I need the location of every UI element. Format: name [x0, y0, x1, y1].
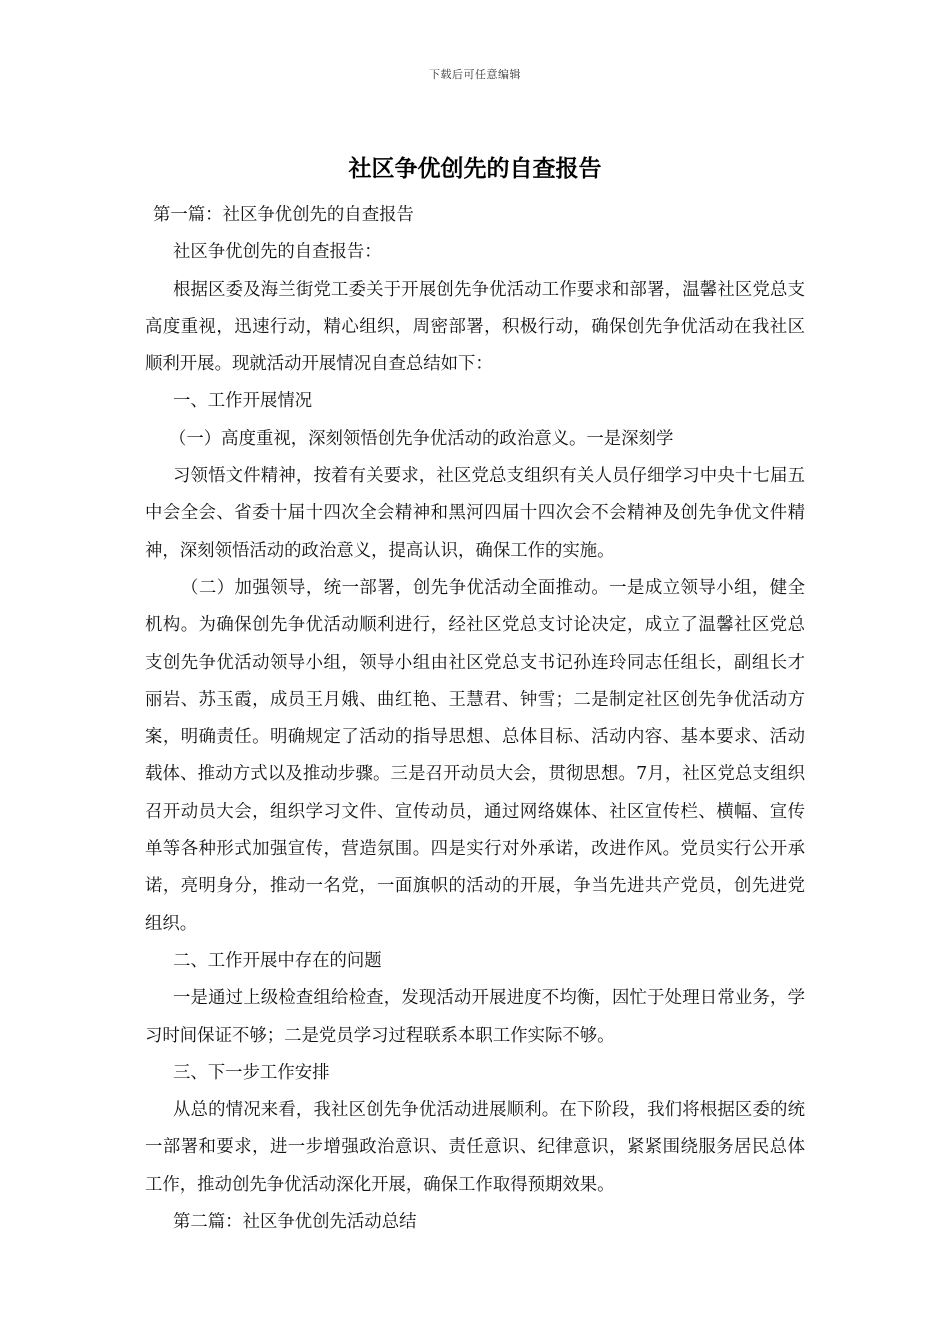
report-salutation: 社区争优创先的自查报告：	[173, 242, 382, 263]
intro-paragraph: 根据区委及海兰街党工委关于开展创先争优活动工作要求和部署，温馨社区党总支高度重视，迅速行动，精心组织，周密部署，积极行动，确保创先争优活动在我社区顺利开展。现就活动开展情况自查总结如下：	[145, 279, 805, 375]
section-heading-part-two: 第二篇：社区争优创先活动总结	[173, 1212, 417, 1233]
document-body	[145, 197, 805, 1241]
section-heading-next-steps: 三、下一步工作安排	[173, 1062, 330, 1083]
leadership-paragraph: （二）加强领导，统一部署，创先争优活动全面推动。一是成立领导小组，健全机构。为确保创先争优活动顺利进行，经社区党总支讨论决定，成立了温馨社区党总支创先争优活动领导小组，领导小组由社区党总支书记孙连玲同志任组长，副组长才丽岩、苏玉霞，成员王月娥、曲红艳、王慧君、钟雪；二是制定社区创先争优活动方案，明确责任。明确规定了活动的指导思想、总体目标、活动内容、基本要求、活动载体、推动方式以及推动步骤。三是召开动员大会，贯彻思想。7月，社区党总支组织召开动员大会，组织学习文件、宣传动员，通过网络媒体、社区宣传栏、横幅、宣传单等各种形式加强宣传，营造氛围。四是实行对外承诺，改进作风。党员实行公开承诺，亮明身分，推动一名党，一面旗帜的活动的开展，争当先进共产党员，创先进党组织。	[145, 577, 805, 934]
section-heading-work-progress: 一、工作开展情况	[173, 391, 313, 412]
page-header-note: 下载后可任意编辑	[429, 68, 521, 81]
section-heading-problems: 二、工作开展中存在的问题	[173, 950, 382, 971]
section-heading-part-one: 第一篇：社区争优创先的自查报告	[153, 205, 414, 225]
subsection-heading-importance: （一）高度重视，深刻领悟创先争优活动的政治意义。一是深刻学	[169, 428, 674, 449]
study-paragraph: 习领悟文件精神，按着有关要求，社区党总支组织有关人员仔细学习中央十七届五中会全会、省委十届十四次全会精神和黑河四届十四次会不会精神及创先争优文件精神，深刻领悟活动的政治意义，提高认识，确保工作的实施。	[145, 466, 805, 561]
next-steps-paragraph: 从总的情况来看，我社区创先争优活动进展顺利。在下阶段，我们将根据区委的统一部署和要求，进一步增强政治意识、责任意识、纪律意识，紧紧围绕服务居民总体工作，推动创先争优活动深化开展，确保工作取得预期效果。	[145, 1100, 805, 1195]
document-title: 社区争优创先的自查报告	[348, 155, 602, 182]
problems-paragraph: 一是通过上级检查组给检查，发现活动开展进度不均衡，因忙于处理日常业务，学习时间保证不够；二是党员学习过程联系本职工作实际不够。	[145, 988, 805, 1046]
